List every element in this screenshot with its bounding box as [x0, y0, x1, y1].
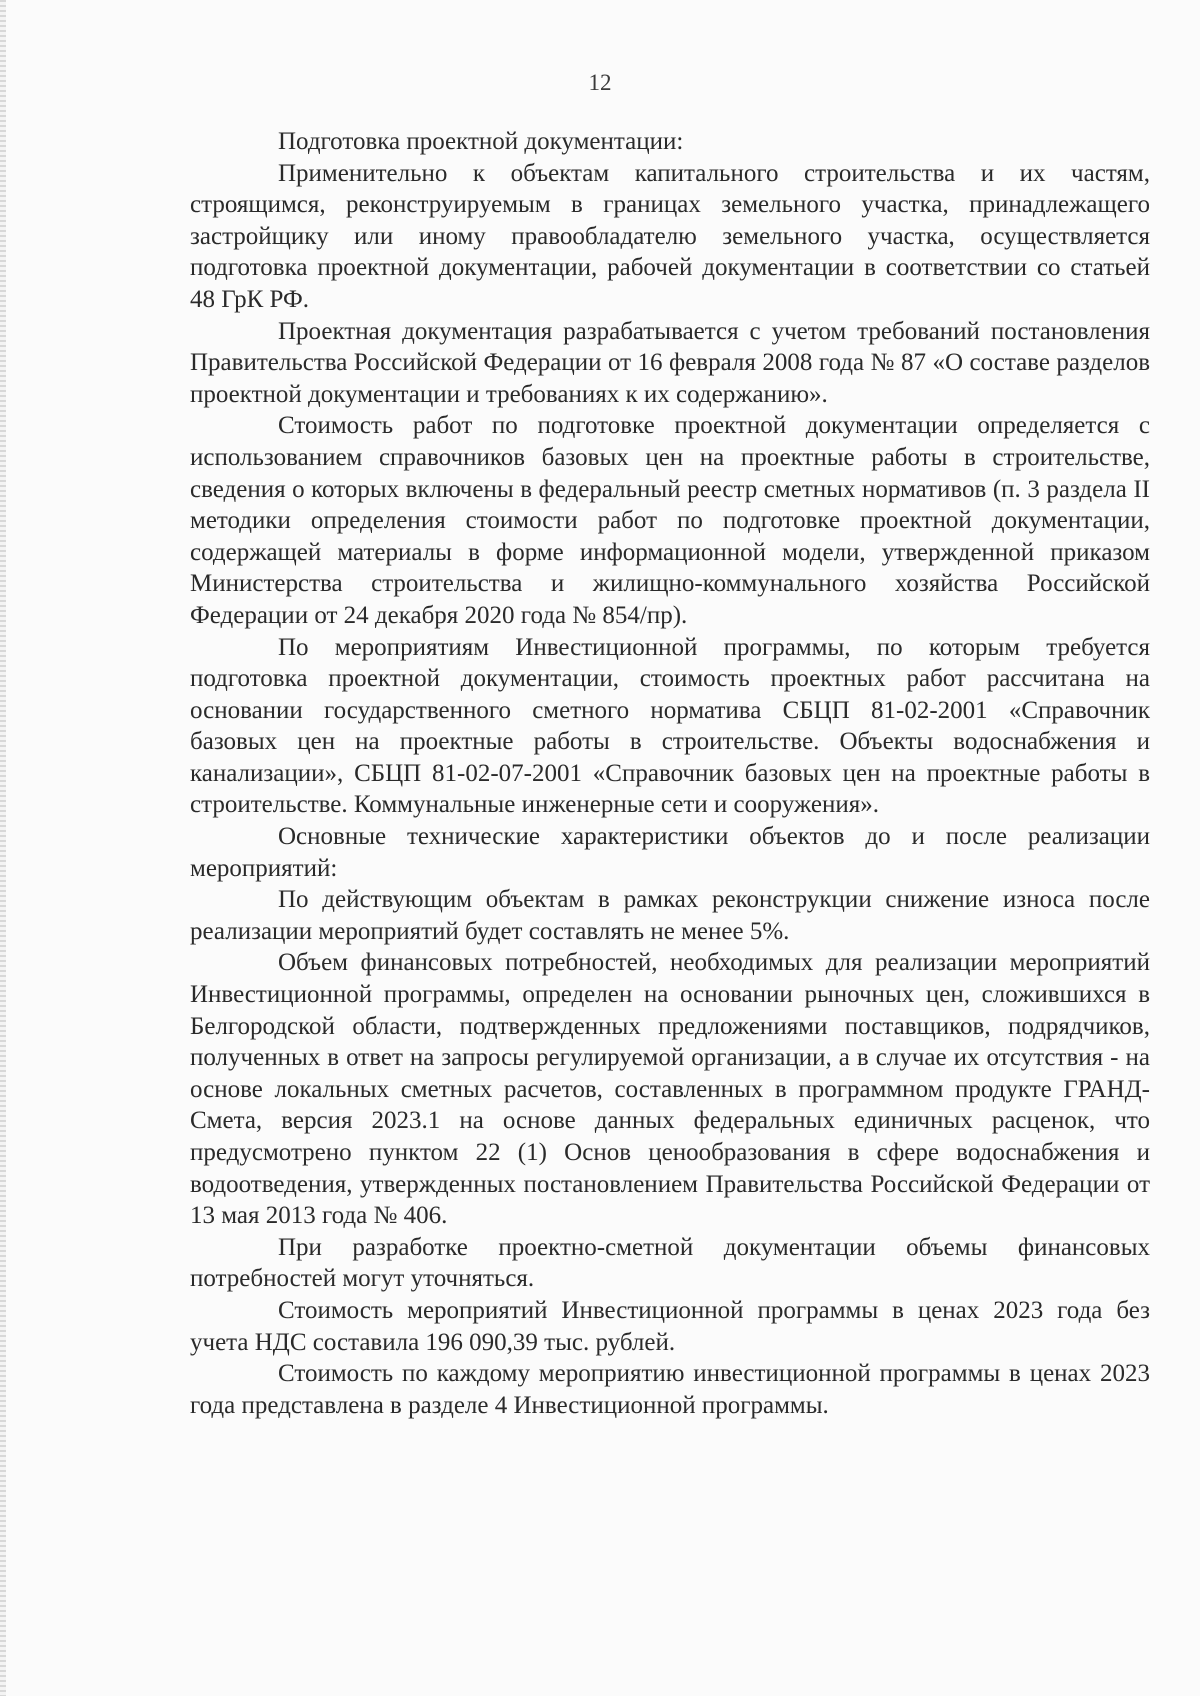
document-body [190, 126, 1150, 1421]
paragraph: Стоимость работ по подготовке проектной документации определяется с использованием справочников базовых цен на проектные работы в строительстве, сведения о которых включены в федеральный реестр сметных нормативов (п. 3 раздела II методики определения стоимости работ по подготовке проектной документации, содержащей материалы в форме информационной модели, утвержденной приказом Министерства строительства и жилищно-коммунального хозяйства Российской Федерации от 24 декабря 2020 года № 854/пр). [190, 412, 1150, 629]
paragraph-heading: Подготовка проектной документации: [278, 128, 684, 155]
paragraph: Объем финансовых потребностей, необходимых для реализации мероприятий Инвестиционной программы, определен на основании рыночных цен, сложившихся в Белгородской области, подтвержденных предложениями поставщиков, подрядчиков, полученных в ответ на запросы регулируемой организации, а в случае их отсутствия - на основе локальных сметных расчетов, составленных в программном продукте ГРАНД-Смета, версия 2023.1 на основе данных федеральных единичных расценок, что предусмотрено пунктом 22 (1) Основ ценообразования в сфере водоснабжения и водоотведения, утвержденных постановлением Правительства Российской Федерации от 13 мая 2013 года № 406. [190, 949, 1150, 1230]
page-number: 12 [588, 70, 612, 95]
paragraph: При разработке проектно-сметной документации объемы финансовых потребностей могут уточняться. [190, 1233, 1150, 1293]
paragraph: Стоимость по каждому мероприятию инвестиционной программы в ценах 2023 года представлена в разделе 4 Инвестиционной программы. [190, 1360, 1150, 1419]
paragraph: Применительно к объектам капитального строительства и их частям, строящимся, реконструируемым в границах земельного участка, принадлежащего застройщику или иному правообладателю земельного участка, осуществляется подготовка проектной документации, рабочей документации в соответствии со статьей 48 ГрК РФ. [190, 159, 1150, 313]
paragraph: Проектная документация разрабатывается с учетом требований постановления Правительства Российской Федерации от 16 февраля 2008 года № 87 «О составе разделов проектной документации и требованиях к их содержанию». [190, 317, 1150, 408]
paragraph: Стоимость мероприятий Инвестиционной программы в ценах 2023 года без учета НДС составила 196 090,39 тыс. рублей. [190, 1296, 1150, 1356]
paragraph: По действующим объектам в рамках реконструкции снижение износа после реализации мероприятий будет составлять не менее 5%. [190, 886, 1150, 945]
paragraph: По мероприятиям Инвестиционной программы, по которым требуется подготовка проектной документации, стоимость проектных работ рассчитана на основании государственного сметного норматива СБЦП 81-02-2001 «Справочник базовых цен на проектные работы в строительстве. Объекты водоснабжения и канализации», СБЦП 81-02-07-2001 «Справочник базовых цен на проектные работы в строительстве. Коммунальные инженерные сети и сооружения». [190, 633, 1150, 819]
scan-edge [0, 0, 6, 1696]
paragraph: Основные технические характеристики объектов до и после реализации мероприятий: [190, 823, 1150, 882]
